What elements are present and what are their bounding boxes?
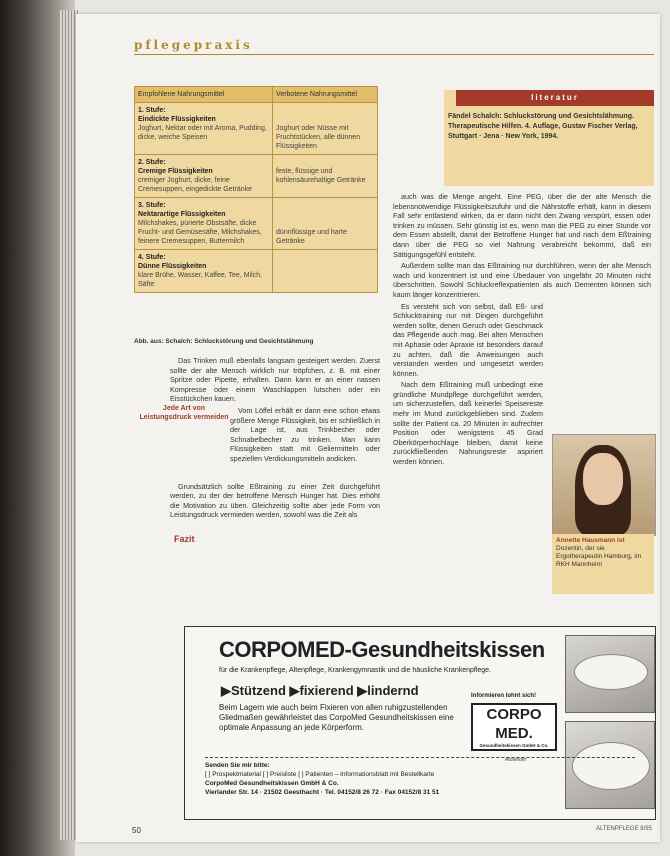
page-number: 50 (132, 826, 141, 835)
subheading-fazit: Fazit (174, 534, 195, 544)
table-row: 4. Stufe: Dünne Flüssigkeiten klare Brühe, Wasser, Kaffee, Tee, Milch, Säfte (135, 250, 378, 293)
ad-coupon: Senden Sie mir bitte: [ ] Prospektmaterial [ ] Preisliste [ ] Patienten – Informationsblatt mit Bestellkarte CorpoMed Gesundheitskissen GmbH & Co. Vierlander Str. 14 · 21502 Geesthacht · Tel. 04152/8 26 72 · Fax 04152/8 31 51 (205, 757, 635, 797)
section-header: pflegepraxis (134, 38, 253, 52)
text-column-left: Das Trinken muß ebenfalls langsam gesteigert werden. Zuerst sollte der alte Mensch wirklich nur tröpfchen, z. B. mit einer Spritze oder Pipette, erhalten. Dann kann er an einer nassen Kompresse oder einem Waschlappen lutschen oder ein Eisstückchen kauen. Vom Löffel erhält er dann eine schon etwas größere Menge Flüssigkeit, bis er schließlich in der Lage ist, aus Trinkbecher oder Schnabelbecher zu trinken. Man kann Flüssigkeiten statt mit Geliermitteln oder speziellen Verdickungsmitteln andicken. Grundsätzlich sollte Eßtraining zu einer Zeit durchgeführt werden, zu der der betroffene Mensch Hunger hat. Dies erhöht die Motivation zu üben. Gleichzeitig sollte aber jede Form von Leistungsdruck vermieden werden, sowohl was die Zeit als (170, 356, 380, 520)
literature-text: Fändel Schalch: Schluckstörung und Gesichtslähmung. Therapeutische Hilfen. 4. Auflage, Gustav Fischer Verlag, Stuttgart · Jena · New York, 1994. (448, 113, 638, 140)
corpomed-advertisement (184, 626, 656, 820)
table-header-allowed: Empfohlene Nahrungsmittel (135, 87, 273, 103)
corpomed-logo: CORPO MED. Gesundheitskissen GmbH & Co. (471, 703, 557, 751)
magazine-page (76, 14, 660, 842)
coupon-checkboxes: [ ] Prospektmaterial [ ] Preisliste [ ] Patienten – Informationsblatt mit Bestellkarte (205, 771, 435, 778)
text-column-right: auch was die Menge angeht. Eine PEG, über die der alte Mensch die lebensnotwendige Flüssigkeitszufuhr und die Nährstoffe erhält, kann in diesem Fall sehr entlastend wirken, da er dann nicht den Zwang verspürt, essen oder trinken zu müssen. Sehr günstig ist es, wenn man die PEG zu einer Stunde vor dem Essen abstellt, damit der Betroffene Hunger hat und nach dem Eßtraining dann über die PEG so viel Nahrung verabreicht bekommt, daß ein Sättigungsgefühl entsteht. Außerdem sollte man das Eßtraining nur durchführen, wenn der alte Mensch wach und konzentriert ist und eine Übedauer von ungefähr 20 Minuten nicht überschritten. Sowohl Schluckreflexpatienten als auch Dementen können sich kaum länger konzentrieren. Es versteht sich von selbst, daß Eß- und Schlucktraining nur mit Dingen durchgeführt werden sollte, denen Geruch oder Geschmack das Pflegende auch mag. Bei alten Menschen mit Aphasie oder Apraxie ist besonders darauf zu achten, daß die Anweisungen auch verstanden werden und umgesetzt werden können. Nach dem Eßtraining muß unbedingt eine gründliche Mundpflege durchgeführt werden, um sicherzustellen, daß keinerlei Speisereste mehr im Mund zurückgeblieben sind. Zudem sollte der Patient ca. 20 Minuten in aufrechter Position oder wenigstens 45 Grad Oberkörperhochlage bleiben, damit keine zurückfließenden Nahrungsreste aspiriert werden können. (393, 192, 651, 467)
footer-issue: ALTENPFLEGE 8/95 (596, 826, 652, 832)
author-photo (552, 434, 656, 536)
ad-body: Beim Lagern wie auch beim Fixieren von allen ruhigzustellenden Gliedmaßen gewährleistet das CorpoMed Gesundheitskissen eine optimale Anpassung an jede Körperform. (219, 703, 454, 732)
ad-bullets: ▶Stützend ▶fixierend ▶lindernd (221, 683, 419, 698)
ad-photo-top (565, 635, 655, 713)
pull-quote: Jede Art von Leistungsdruck vermeiden (139, 405, 229, 421)
ad-info: Informieren lohnt sich! (471, 693, 537, 699)
table-row: 3. Stufe: Nektarartige Flüssigkeiten Milchshakes, pürierte Obstsäfte, dicke Frucht- und Gemüsesäfte, Milchshakes, feinere Cremesuppen, Buttermilch dünnflüssige und harte Getränke (135, 198, 378, 250)
ad-title: CORPOMED-Gesundheitskissen (219, 637, 545, 662)
ad-absender: Absender (505, 757, 527, 763)
ad-subtitle: für die Krankenpflege, Altenpflege, Krankengymnastik und die häusliche Krankenpflege. (219, 667, 492, 674)
table-row: 1. Stufe: Eindickte Flüssigkeiten Joghurt, Nektar oder mit Aroma, Pudding, dicke, weiche Speisen Joghurt oder Nüsse mit Fruchtstücken, alle dünnen Flüssigkeiten (135, 103, 378, 155)
author-caption: Annette Hausmann ist Dozentin, der sie Ergotherapeutin Hamburg, im RKH Mannheim (552, 534, 654, 594)
header-rule (134, 54, 654, 55)
literature-heading: literatur (456, 90, 654, 106)
table-row: 2. Stufe: Cremige Flüssigkeiten cremiger Joghurt, dicke, feine Cremesuppen, eingedickte Getränke feste, flüssige und kohlensäurehaltige Getränke (135, 155, 378, 198)
table-header-forbidden: Verbotene Nahrungsmittel (273, 87, 378, 103)
table-caption: Abb. aus: Schalch: Schluckstörung und Gesichtslähmung (134, 338, 314, 345)
food-table (134, 86, 378, 293)
